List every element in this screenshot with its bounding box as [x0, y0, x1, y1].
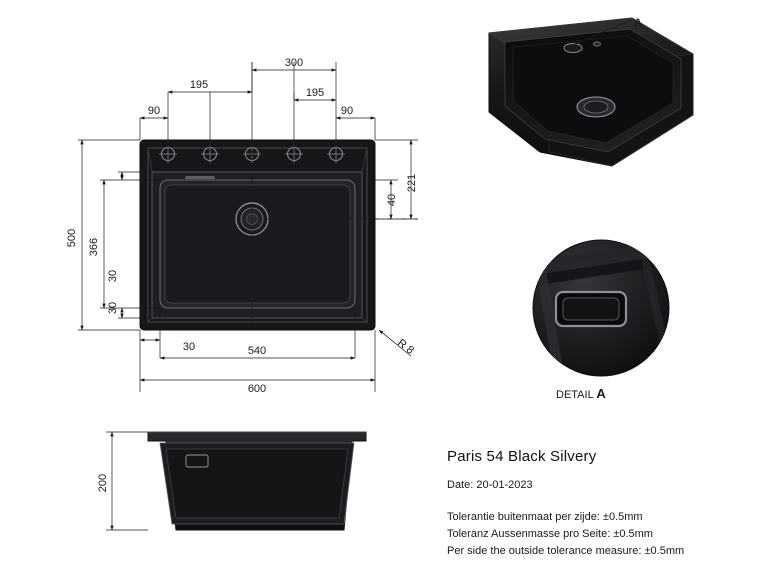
- dim-top-300: 300: [284, 57, 304, 69]
- dim-left-500: 500: [66, 228, 78, 248]
- isometric-view: [489, 18, 693, 166]
- dim-left-30-a: 30: [107, 269, 119, 283]
- drawing-date: Date: 20-01-2023: [447, 479, 533, 491]
- tolerance-en: Per side the outside tolerance measure: ±0.5mm: [447, 545, 685, 558]
- section-view: [148, 432, 366, 530]
- dim-top-90-left: 90: [147, 105, 161, 117]
- callout-letter: A: [634, 17, 642, 29]
- detail-caption-prefix: DETAIL: [556, 389, 597, 401]
- title-block: [447, 448, 767, 560]
- dim-radius-outer: R 8: [395, 336, 417, 357]
- dim-bottom-30: 30: [182, 341, 196, 353]
- tolerance-de: Toleranz Aussenmasse pro Seite: ±0.5mm: [447, 528, 653, 541]
- dim-top-195-left: 195: [189, 79, 209, 91]
- dim-bottom-540: 540: [247, 345, 267, 357]
- dim-right-40: 40: [386, 193, 398, 207]
- dim-right-221: 221: [406, 173, 418, 193]
- tolerance-nl: Tolerantie buitenmaat per zijde: ±0.5mm: [447, 511, 643, 523]
- product-title: Paris 54 Black Silvery: [447, 448, 597, 465]
- dim-radius-inner: R 10: [170, 256, 197, 281]
- dim-left-366: 366: [88, 237, 100, 257]
- detail-caption-letter: A: [596, 386, 606, 401]
- dim-bottom-600: 600: [247, 383, 267, 395]
- dim-left-30-b: 30: [107, 301, 119, 315]
- plan-view: [140, 140, 375, 330]
- detail-a-view: [520, 236, 690, 380]
- detail-caption: [556, 386, 606, 401]
- dim-side-200: 200: [97, 473, 109, 493]
- dim-top-90-right: 90: [340, 105, 354, 117]
- dim-top-195-right: 195: [305, 87, 325, 99]
- section-dimension-lines: [106, 432, 148, 530]
